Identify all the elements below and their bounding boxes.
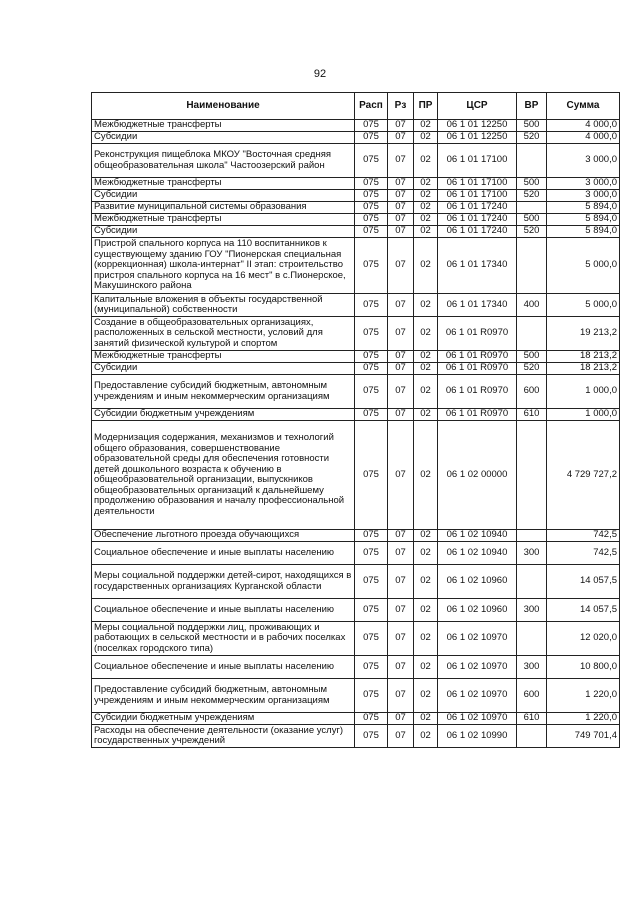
cell-name: Социальное обеспечение и иные выплаты населению bbox=[92, 542, 355, 565]
cell-rz: 07 bbox=[388, 409, 414, 421]
cell-rasp: 075 bbox=[355, 294, 388, 317]
cell-rasp: 075 bbox=[355, 132, 388, 144]
cell-name: Субсидии bbox=[92, 363, 355, 375]
cell-pr: 02 bbox=[414, 409, 438, 421]
table-row bbox=[92, 656, 620, 679]
cell-csr: 06 1 02 10970 bbox=[438, 656, 517, 679]
cell-sum: 18 213,2 bbox=[547, 351, 620, 363]
cell-vr bbox=[517, 421, 547, 530]
cell-vr: 500 bbox=[517, 178, 547, 190]
cell-csr: 06 1 02 10940 bbox=[438, 542, 517, 565]
cell-vr bbox=[517, 202, 547, 214]
cell-sum: 1 220,0 bbox=[547, 679, 620, 713]
cell-rz: 07 bbox=[388, 530, 414, 542]
cell-sum: 18 213,2 bbox=[547, 363, 620, 375]
cell-csr: 06 1 01 17240 bbox=[438, 226, 517, 238]
cell-rz: 07 bbox=[388, 542, 414, 565]
cell-csr: 06 1 01 17240 bbox=[438, 202, 517, 214]
cell-csr: 06 1 01 17100 bbox=[438, 190, 517, 202]
cell-name: Межбюджетные трансферты bbox=[92, 351, 355, 363]
cell-sum: 19 213,2 bbox=[547, 317, 620, 351]
cell-vr: 400 bbox=[517, 294, 547, 317]
col-header-pr: ПР bbox=[414, 93, 438, 120]
table-row bbox=[92, 317, 620, 351]
col-header-rasp: Расп bbox=[355, 93, 388, 120]
cell-rasp: 075 bbox=[355, 679, 388, 713]
cell-csr: 06 1 02 10970 bbox=[438, 679, 517, 713]
cell-rasp: 075 bbox=[355, 713, 388, 725]
cell-rz: 07 bbox=[388, 238, 414, 294]
cell-rz: 07 bbox=[388, 599, 414, 622]
cell-sum: 14 057,5 bbox=[547, 599, 620, 622]
cell-name: Субсидии bbox=[92, 190, 355, 202]
cell-rz: 07 bbox=[388, 725, 414, 748]
cell-name: Обеспечение льготного проезда обучающихся bbox=[92, 530, 355, 542]
cell-rz: 07 bbox=[388, 214, 414, 226]
cell-rasp: 075 bbox=[355, 599, 388, 622]
cell-vr: 600 bbox=[517, 679, 547, 713]
cell-csr: 06 1 01 17240 bbox=[438, 214, 517, 226]
cell-pr: 02 bbox=[414, 317, 438, 351]
table-row bbox=[92, 713, 620, 725]
cell-sum: 749 701,4 bbox=[547, 725, 620, 748]
table-row bbox=[92, 599, 620, 622]
table-row bbox=[92, 238, 620, 294]
table-row bbox=[92, 226, 620, 238]
cell-vr bbox=[517, 144, 547, 178]
table-row bbox=[92, 542, 620, 565]
cell-vr: 500 bbox=[517, 120, 547, 132]
cell-rz: 07 bbox=[388, 656, 414, 679]
table-row bbox=[92, 351, 620, 363]
table-row bbox=[92, 622, 620, 656]
cell-name: Субсидии бюджетным учреждениям bbox=[92, 713, 355, 725]
cell-rz: 07 bbox=[388, 178, 414, 190]
cell-name: Предоставление субсидий бюджетным, автономным учреждениям и иным некоммерческим организациям bbox=[92, 679, 355, 713]
cell-name: Реконструкция пищеблока МКОУ "Восточная средняя общеобразовательная школа" Частоозерский район bbox=[92, 144, 355, 178]
cell-sum: 1 000,0 bbox=[547, 409, 620, 421]
cell-rasp: 075 bbox=[355, 144, 388, 178]
cell-csr: 06 1 01 R0970 bbox=[438, 363, 517, 375]
page-number: 92 bbox=[313, 68, 327, 80]
table-row bbox=[92, 178, 620, 190]
cell-rz: 07 bbox=[388, 679, 414, 713]
table-row bbox=[92, 530, 620, 542]
col-header-name: Наименование bbox=[92, 93, 355, 120]
cell-csr: 06 1 01 12250 bbox=[438, 132, 517, 144]
cell-name: Межбюджетные трансферты bbox=[92, 178, 355, 190]
cell-pr: 02 bbox=[414, 238, 438, 294]
cell-rasp: 075 bbox=[355, 565, 388, 599]
cell-pr: 02 bbox=[414, 202, 438, 214]
cell-pr: 02 bbox=[414, 178, 438, 190]
cell-csr: 06 1 01 17100 bbox=[438, 144, 517, 178]
cell-rz: 07 bbox=[388, 317, 414, 351]
cell-csr: 06 1 02 10990 bbox=[438, 725, 517, 748]
table-row bbox=[92, 202, 620, 214]
cell-pr: 02 bbox=[414, 226, 438, 238]
cell-rasp: 075 bbox=[355, 622, 388, 656]
cell-vr: 520 bbox=[517, 363, 547, 375]
cell-vr bbox=[517, 622, 547, 656]
col-header-csr: ЦСР bbox=[438, 93, 517, 120]
cell-rasp: 075 bbox=[355, 238, 388, 294]
cell-vr bbox=[517, 565, 547, 599]
cell-csr: 06 1 01 17100 bbox=[438, 178, 517, 190]
cell-vr: 300 bbox=[517, 599, 547, 622]
cell-pr: 02 bbox=[414, 565, 438, 599]
table-row bbox=[92, 214, 620, 226]
table-row bbox=[92, 409, 620, 421]
cell-name: Создание в общеобразовательных организациях, расположенных в сельской местности, условий для занятий физической культурой и спортом bbox=[92, 317, 355, 351]
col-header-rz: Рз bbox=[388, 93, 414, 120]
cell-sum: 742,5 bbox=[547, 542, 620, 565]
cell-name: Расходы на обеспечение деятельности (оказание услуг) государственных учреждений bbox=[92, 725, 355, 748]
cell-vr bbox=[517, 317, 547, 351]
cell-sum: 742,5 bbox=[547, 530, 620, 542]
cell-csr: 06 1 01 R0970 bbox=[438, 351, 517, 363]
cell-name: Субсидии bbox=[92, 132, 355, 144]
cell-sum: 5 894,0 bbox=[547, 226, 620, 238]
cell-csr: 06 1 01 17340 bbox=[438, 294, 517, 317]
col-header-sum: Сумма bbox=[547, 93, 620, 120]
cell-rasp: 075 bbox=[355, 202, 388, 214]
cell-rasp: 075 bbox=[355, 226, 388, 238]
cell-csr: 06 1 02 00000 bbox=[438, 421, 517, 530]
cell-rz: 07 bbox=[388, 713, 414, 725]
cell-vr bbox=[517, 725, 547, 748]
table-row bbox=[92, 294, 620, 317]
cell-sum: 5 894,0 bbox=[547, 214, 620, 226]
cell-pr: 02 bbox=[414, 421, 438, 530]
cell-sum: 5 894,0 bbox=[547, 202, 620, 214]
cell-sum: 3 000,0 bbox=[547, 190, 620, 202]
cell-csr: 06 1 01 R0970 bbox=[438, 409, 517, 421]
cell-csr: 06 1 01 12250 bbox=[438, 120, 517, 132]
cell-pr: 02 bbox=[414, 132, 438, 144]
cell-rasp: 075 bbox=[355, 178, 388, 190]
table-row bbox=[92, 120, 620, 132]
cell-sum: 5 000,0 bbox=[547, 294, 620, 317]
col-header-vr: ВР bbox=[517, 93, 547, 120]
cell-pr: 02 bbox=[414, 713, 438, 725]
cell-name: Социальное обеспечение и иные выплаты населению bbox=[92, 656, 355, 679]
table-row bbox=[92, 421, 620, 530]
cell-pr: 02 bbox=[414, 530, 438, 542]
table-row bbox=[92, 565, 620, 599]
cell-rasp: 075 bbox=[355, 120, 388, 132]
cell-rz: 07 bbox=[388, 565, 414, 599]
cell-csr: 06 1 02 10970 bbox=[438, 622, 517, 656]
cell-csr: 06 1 02 10970 bbox=[438, 713, 517, 725]
cell-pr: 02 bbox=[414, 120, 438, 132]
cell-vr: 520 bbox=[517, 190, 547, 202]
cell-csr: 06 1 02 10940 bbox=[438, 530, 517, 542]
cell-rasp: 075 bbox=[355, 421, 388, 530]
cell-rasp: 075 bbox=[355, 351, 388, 363]
cell-pr: 02 bbox=[414, 679, 438, 713]
cell-sum: 1 000,0 bbox=[547, 375, 620, 409]
cell-pr: 02 bbox=[414, 375, 438, 409]
cell-pr: 02 bbox=[414, 144, 438, 178]
table-row bbox=[92, 375, 620, 409]
cell-rasp: 075 bbox=[355, 363, 388, 375]
cell-rasp: 075 bbox=[355, 542, 388, 565]
table-row bbox=[92, 363, 620, 375]
cell-pr: 02 bbox=[414, 363, 438, 375]
cell-rz: 07 bbox=[388, 226, 414, 238]
cell-csr: 06 1 01 R0970 bbox=[438, 375, 517, 409]
budget-table bbox=[91, 92, 620, 748]
cell-rz: 07 bbox=[388, 120, 414, 132]
cell-pr: 02 bbox=[414, 542, 438, 565]
cell-rasp: 075 bbox=[355, 214, 388, 226]
cell-name: Социальное обеспечение и иные выплаты населению bbox=[92, 599, 355, 622]
cell-rz: 07 bbox=[388, 375, 414, 409]
cell-vr: 500 bbox=[517, 351, 547, 363]
cell-rz: 07 bbox=[388, 622, 414, 656]
cell-rasp: 075 bbox=[355, 656, 388, 679]
cell-name: Меры социальной поддержки детей-сирот, находящихся в государственных организациях Курганской области bbox=[92, 565, 355, 599]
cell-rasp: 075 bbox=[355, 530, 388, 542]
cell-rz: 07 bbox=[388, 351, 414, 363]
cell-name: Межбюджетные трансферты bbox=[92, 214, 355, 226]
cell-rasp: 075 bbox=[355, 725, 388, 748]
cell-pr: 02 bbox=[414, 294, 438, 317]
header-row bbox=[92, 93, 620, 120]
cell-sum: 12 020,0 bbox=[547, 622, 620, 656]
cell-sum: 10 800,0 bbox=[547, 656, 620, 679]
cell-vr bbox=[517, 238, 547, 294]
cell-rz: 07 bbox=[388, 363, 414, 375]
table-row bbox=[92, 725, 620, 748]
cell-vr: 600 bbox=[517, 375, 547, 409]
cell-rz: 07 bbox=[388, 132, 414, 144]
cell-name: Субсидии bbox=[92, 226, 355, 238]
cell-name: Развитие муниципальной системы образования bbox=[92, 202, 355, 214]
cell-csr: 06 1 02 10960 bbox=[438, 599, 517, 622]
cell-name: Предоставление субсидий бюджетным, автономным учреждениям и иным некоммерческим организациям bbox=[92, 375, 355, 409]
cell-csr: 06 1 02 10960 bbox=[438, 565, 517, 599]
cell-rz: 07 bbox=[388, 294, 414, 317]
cell-name: Меры социальной поддержки лиц, проживающих и работающих в сельской местности и в рабочих поселках (поселках городского типа) bbox=[92, 622, 355, 656]
cell-rasp: 075 bbox=[355, 375, 388, 409]
table-row bbox=[92, 190, 620, 202]
cell-name: Пристрой спального корпуса на 110 воспитанников к существующему зданию ГОУ "Пионерская специальная (коррекционная) школа-интернат" II этап: строительство пристроя спального корпуса на 16 мест" в с.Пионерское, Макушинского района bbox=[92, 238, 355, 294]
cell-name: Модернизация содержания, механизмов и технологий общего образования, совершенствование образовательной среды для обеспечения готовности детей дошкольного возраста к обучению в общеобразовательной организации, выпускников общеобразовательных организаций к дальнейшему продолжению образования и началу профессиональной деятельности bbox=[92, 421, 355, 530]
cell-vr: 300 bbox=[517, 656, 547, 679]
cell-rz: 07 bbox=[388, 144, 414, 178]
cell-sum: 5 000,0 bbox=[547, 238, 620, 294]
cell-pr: 02 bbox=[414, 656, 438, 679]
cell-name: Субсидии бюджетным учреждениям bbox=[92, 409, 355, 421]
cell-rz: 07 bbox=[388, 202, 414, 214]
cell-sum: 4 000,0 bbox=[547, 120, 620, 132]
cell-vr: 610 bbox=[517, 713, 547, 725]
cell-sum: 3 000,0 bbox=[547, 178, 620, 190]
cell-pr: 02 bbox=[414, 190, 438, 202]
cell-csr: 06 1 01 17340 bbox=[438, 238, 517, 294]
cell-pr: 02 bbox=[414, 599, 438, 622]
cell-pr: 02 bbox=[414, 725, 438, 748]
cell-sum: 4 729 727,2 bbox=[547, 421, 620, 530]
cell-rz: 07 bbox=[388, 190, 414, 202]
cell-sum: 1 220,0 bbox=[547, 713, 620, 725]
cell-name: Межбюджетные трансферты bbox=[92, 120, 355, 132]
table-row bbox=[92, 144, 620, 178]
table-row bbox=[92, 132, 620, 144]
cell-csr: 06 1 01 R0970 bbox=[438, 317, 517, 351]
cell-pr: 02 bbox=[414, 351, 438, 363]
cell-rasp: 075 bbox=[355, 317, 388, 351]
cell-sum: 4 000,0 bbox=[547, 132, 620, 144]
cell-pr: 02 bbox=[414, 622, 438, 656]
cell-vr bbox=[517, 530, 547, 542]
cell-sum: 3 000,0 bbox=[547, 144, 620, 178]
cell-rz: 07 bbox=[388, 421, 414, 530]
cell-vr: 520 bbox=[517, 132, 547, 144]
table-row bbox=[92, 679, 620, 713]
cell-vr: 500 bbox=[517, 214, 547, 226]
cell-vr: 520 bbox=[517, 226, 547, 238]
cell-name: Капитальные вложения в объекты государственной (муниципальной) собственности bbox=[92, 294, 355, 317]
cell-vr: 610 bbox=[517, 409, 547, 421]
cell-sum: 14 057,5 bbox=[547, 565, 620, 599]
cell-rasp: 075 bbox=[355, 190, 388, 202]
cell-rasp: 075 bbox=[355, 409, 388, 421]
cell-pr: 02 bbox=[414, 214, 438, 226]
cell-vr: 300 bbox=[517, 542, 547, 565]
